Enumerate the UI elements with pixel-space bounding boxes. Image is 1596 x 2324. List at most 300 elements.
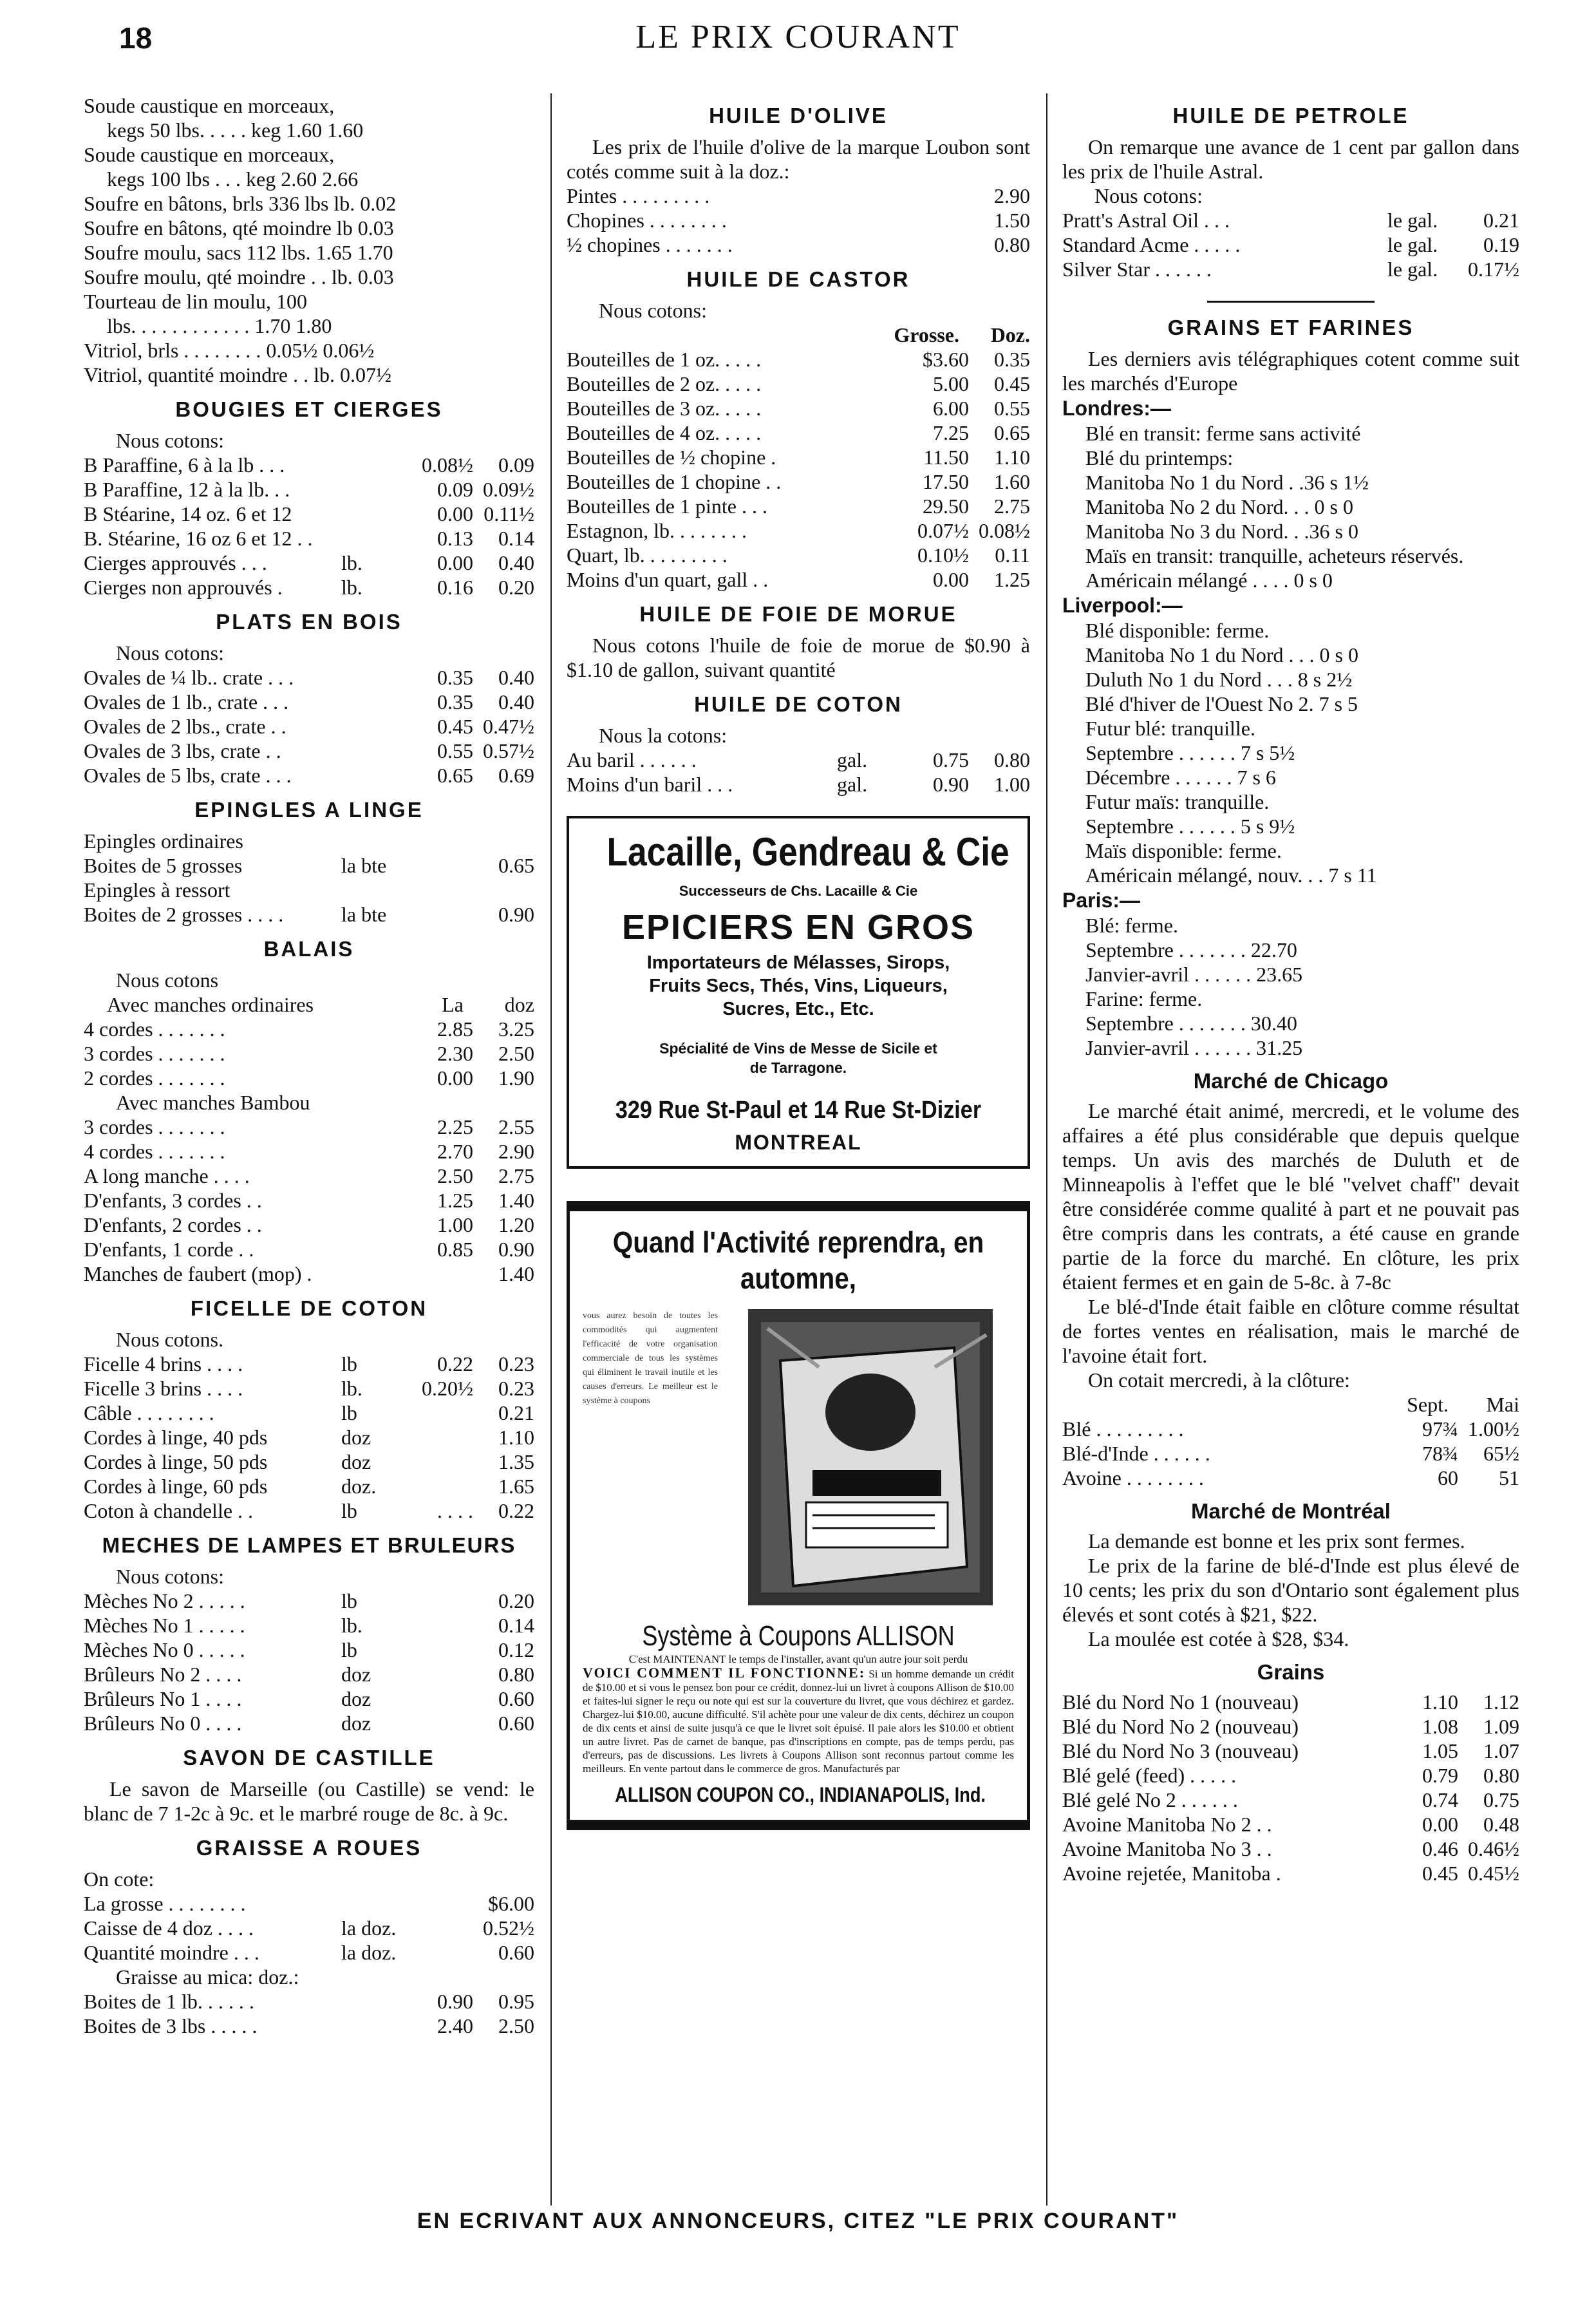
row-value-b: 2.90: [994, 184, 1030, 207]
quote-line: Américain mélangé . . . . 0 s 0: [1085, 569, 1333, 592]
company-title: EPICIERS EN GROS: [621, 908, 975, 947]
row-value-b: 0.22: [498, 1499, 534, 1522]
row-value-a: 1.00: [437, 1213, 473, 1236]
table-header: [1062, 1392, 1519, 1417]
row-label: Blé du Nord No 2 (nouveau): [1062, 1715, 1299, 1738]
table-row: [84, 1139, 534, 1164]
price-table: [1062, 1690, 1519, 1885]
row-label: Bouteilles de 4 oz. . . . .: [567, 421, 762, 444]
row-label: Cordes à linge, 60 pds: [84, 1475, 268, 1498]
row-value-b: 0.40: [498, 666, 534, 689]
price-line: Soufre en bâtons, brls 336 lbs lb. 0.02: [84, 192, 397, 215]
quote-line: Décembre . . . . . . 7 s 6: [1085, 766, 1276, 789]
row-value-a: 0.08½: [422, 453, 473, 477]
row-value-a: [412, 853, 473, 878]
ad-footer: ALLISON COUPON CO., INDIANAPOLIS, Ind.: [615, 1783, 986, 1806]
row-value-a: 0.85: [437, 1238, 473, 1261]
row-value-a: [412, 1891, 473, 1916]
row-label: Cordes à linge, 40 pds: [84, 1426, 268, 1449]
paragraph: Le prix de la farine de blé-d'Inde est plus élevé de 10 cents; les prix du son d'Ontario sont également plus élevés et sont cotés à $21, $22.: [1062, 1554, 1519, 1626]
row-value-a: 6.00: [933, 397, 969, 420]
section-heading: GRAINS ET FARINES: [1167, 316, 1414, 339]
quote-line: Farine: ferme.: [1085, 987, 1203, 1010]
row-value-a: . . . .: [437, 1499, 473, 1522]
table-row: [84, 665, 534, 690]
table-row: [84, 1498, 534, 1523]
row-value-b: 0.48: [1483, 1813, 1519, 1836]
row-value-a: 0.55: [437, 739, 473, 762]
row-value-a: 0.07½: [917, 519, 969, 542]
line-list: [1062, 421, 1519, 592]
row-value-a: 0.09: [437, 478, 473, 501]
row-label: Moins d'un quart, gall . .: [567, 568, 769, 591]
column-header: Sept.: [1407, 1393, 1449, 1416]
subheading: Avec manches ordinaires: [107, 993, 314, 1016]
table-row: [84, 1425, 534, 1450]
row-unit: [341, 714, 412, 739]
table-row: [84, 829, 534, 853]
row-label: Cierges non approuvés .: [84, 576, 283, 599]
price-table: [84, 1989, 534, 2038]
table-row: [84, 1261, 534, 1286]
company-name: Lacaille, Gendreau & Cie: [606, 830, 1009, 874]
table-row: [567, 347, 1030, 372]
row-value-b: 0.23: [498, 1377, 534, 1400]
price-table: [84, 1352, 534, 1523]
row-label: Bouteilles de 2 oz. . . . .: [567, 372, 762, 395]
row-value-a: [412, 1450, 473, 1474]
row-value-b: 0.69: [498, 764, 534, 787]
row-label: Avoine rejetée, Manitoba .: [1062, 1862, 1281, 1885]
price-table: [567, 184, 1030, 257]
quote-line: Manitoba No 1 du Nord . . . 0 s 0: [1085, 643, 1358, 666]
section-heading: BOUGIES ET CIERGES: [175, 397, 443, 421]
row-label: Bouteilles de 3 oz. . . . .: [567, 397, 762, 420]
row-unit: lb: [341, 1401, 357, 1424]
table-row: [84, 1474, 534, 1498]
row-label: Mèches No 2 . . . . .: [84, 1589, 245, 1612]
quote-line: Manitoba No 3 du Nord. . .36 s 0: [1085, 520, 1358, 543]
row-label: ½ chopines . . . . . . .: [567, 233, 733, 256]
row-value-a: 0.13: [437, 527, 473, 550]
row-value-b: 0.11½: [483, 502, 534, 525]
row-unit: [341, 829, 412, 853]
row-value-b: 0.65: [994, 421, 1030, 444]
table-row: [567, 469, 1030, 494]
row-value-a: 0.75: [933, 748, 969, 771]
row-unit: le gal.: [1387, 209, 1438, 232]
row-unit: le gal.: [1387, 233, 1438, 256]
table-row: [84, 551, 534, 575]
table-row: [84, 1213, 534, 1237]
row-value-b: 0.46½: [1468, 1837, 1519, 1860]
row-value-b: 0.11: [995, 543, 1030, 567]
table-row: [1062, 208, 1519, 232]
row-value-b: 1.40: [498, 1262, 534, 1285]
row-label: Standard Acme . . . . .: [1062, 233, 1241, 256]
row-unit: la doz.: [341, 1941, 397, 1964]
section-note: Nous cotons:: [599, 299, 707, 322]
row-label: Avoine Manitoba No 3 . .: [1062, 1837, 1272, 1860]
table-row: [1062, 1466, 1519, 1490]
quote-line: Futur maïs: tranquille.: [1085, 790, 1270, 813]
section-note: Nous cotons: [116, 968, 219, 992]
row-value-b: 0.52½: [483, 1916, 534, 1940]
quote-line: Futur blé: tranquille.: [1085, 717, 1255, 740]
price-table: [84, 1891, 534, 1965]
row-unit: lb: [341, 1589, 357, 1612]
row-value-b: 0.60: [498, 1941, 534, 1964]
quote-line: Maïs en transit: tranquille, acheteurs réservés.: [1085, 544, 1464, 567]
ad-voici: VOICI COMMENT IL FONCTIONNE:: [583, 1665, 866, 1681]
row-value-a: [412, 1916, 473, 1940]
price-table: [1062, 1417, 1519, 1490]
row-unit: doz: [341, 1687, 371, 1710]
quote-line: Maïs disponible: ferme.: [1085, 839, 1282, 862]
table-row: [84, 690, 534, 714]
row-value-b: 2.75: [498, 1164, 534, 1187]
row-value-b: 0.60: [498, 1687, 534, 1710]
row-value-b: 1.10: [498, 1426, 534, 1449]
table-row: [567, 567, 1030, 592]
ad-city: MONTREAL: [735, 1131, 862, 1154]
table-row: [84, 878, 534, 902]
row-value-b: 0.17½: [1468, 258, 1519, 281]
price-line: Vitriol, quantité moindre . . lb. 0.07½: [84, 363, 392, 386]
paragraph: La demande est bonne et les prix sont fermes.: [1088, 1529, 1465, 1553]
table-row: [567, 420, 1030, 445]
coupon-book-illustration: [727, 1309, 1014, 1609]
row-value-a: 0.35: [437, 666, 473, 689]
table-row: [1062, 1812, 1519, 1837]
table-row: [84, 1940, 534, 1965]
table-row: [84, 502, 534, 526]
table-row: [84, 1589, 534, 1613]
row-value-a: 97¾: [1422, 1417, 1458, 1441]
paragraph: Le savon de Marseille (ou Castille) se vend: le blanc de 7 1-2c à 9c. et le marbré rouge de 8c. à 9c.: [84, 1777, 534, 1825]
quote-line: Blé en transit: ferme sans activité: [1085, 422, 1361, 445]
row-value-b: 51: [1499, 1466, 1519, 1489]
row-value-b: 2.90: [498, 1140, 534, 1163]
row-value-b: 0.14: [498, 1614, 534, 1637]
row-value-a: [412, 829, 473, 853]
section-heading: HUILE DE CASTOR: [686, 267, 910, 291]
row-value-a: 0.46: [1422, 1837, 1458, 1860]
table-row: [84, 1450, 534, 1474]
row-value-a: 2.40: [437, 2014, 473, 2037]
ad-body: [583, 1309, 1014, 1609]
row-unit: [341, 1891, 412, 1916]
table-row: [84, 1066, 534, 1090]
row-value-b: 0.40: [498, 551, 534, 574]
paragraph: Nous cotons l'huile de foie de morue de $0.90 à $1.10 de gallon, suivant quantité: [567, 634, 1030, 681]
row-label: Câble . . . . . . . .: [84, 1401, 214, 1424]
table-row: [84, 1041, 534, 1066]
section-note: On cote:: [84, 1867, 155, 1891]
row-label: Bouteilles de 1 chopine . .: [567, 470, 782, 493]
table-row: [84, 1376, 534, 1401]
row-label: Pratt's Astral Oil . . .: [1062, 209, 1230, 232]
row-unit: la bte: [341, 903, 387, 926]
table-row: [567, 445, 1030, 469]
table-row: [567, 184, 1030, 208]
quote-line: Septembre . . . . . . 5 s 9½: [1085, 815, 1295, 838]
row-label: Ficelle 4 brins . . . .: [84, 1352, 243, 1375]
company-successors: Successeurs de Chs. Lacaille & Cie: [679, 883, 918, 899]
table-row: [1062, 1714, 1519, 1739]
quote-line: Manitoba No 1 du Nord . .36 s 1½: [1085, 471, 1369, 494]
price-line: kegs 100 lbs . . . keg 2.60 2.66: [107, 167, 359, 191]
quote-line: Américain mélangé, nouv. . . 7 s 11: [1085, 864, 1377, 887]
row-value-a: [412, 1686, 473, 1711]
column-header: Grosse.: [894, 323, 959, 346]
row-label: Bouteilles de 1 oz. . . . .: [567, 348, 762, 371]
table-row: [84, 1711, 534, 1735]
row-label: 3 cordes . . . . . . .: [84, 1115, 225, 1138]
row-label: Coton à chandelle . .: [84, 1499, 254, 1522]
row-value-a: 29.50: [923, 495, 969, 518]
page-title: LE PRIX COURANT: [635, 19, 961, 55]
row-value-a: 0.00: [437, 502, 473, 525]
row-label: Ovales de 5 lbs, crate . . .: [84, 764, 292, 787]
row-value-a: 78¾: [1422, 1442, 1458, 1465]
table-row: [84, 1401, 534, 1425]
row-label: 2 cordes . . . . . . .: [84, 1066, 225, 1090]
ad-caption: Système à Coupons ALLISON: [642, 1620, 955, 1652]
row-label: Caisse de 4 doz . . . .: [84, 1916, 254, 1940]
row-label: Ovales de 2 lbs., crate . .: [84, 715, 286, 738]
row-unit: [341, 477, 412, 502]
row-label: Cordes à linge, 50 pds: [84, 1450, 268, 1473]
section-note: Nous la cotons:: [599, 724, 728, 747]
row-unit: [341, 739, 412, 763]
row-value-b: 2.55: [498, 1115, 534, 1138]
row-value-a: 0.00: [933, 568, 969, 591]
row-unit: [341, 878, 412, 902]
row-value-a: 0.20½: [422, 1377, 473, 1400]
quote-line: Janvier-avril . . . . . . 23.65: [1085, 963, 1303, 986]
row-value-a: 0.79: [1422, 1764, 1458, 1787]
row-value-b: 0.57½: [483, 739, 534, 762]
row-value-b: 0.23: [498, 1352, 534, 1375]
row-value-b: 0.80: [1483, 1764, 1519, 1787]
row-unit: [341, 763, 412, 788]
ad-headline: Quand l'Activité reprendra, en automne,: [612, 1225, 984, 1295]
table-row: [84, 1891, 534, 1916]
row-value-a: 0.00: [437, 551, 473, 574]
quote-line: Septembre . . . . . . . 22.70: [1085, 938, 1297, 961]
table-row: [84, 1017, 534, 1041]
paragraph: Le marché était animé, mercredi, et le volume des affaires a été plus considérable que depuis quelque temps. Un avis des marchés de Duluth et de Minneapolis à l'effet que le blé "velvet chaff" devait être considérée comme qualité à part et ne pouvait pas être compris dans les contrats, a été cause en grande partie de la force du marché. En clôture, les prix étaient fermes et en gain de 5-8c. à 7-8c: [1062, 1099, 1519, 1294]
row-unit: lb.: [341, 1377, 362, 1400]
row-value-a: 0.90: [437, 1990, 473, 2013]
ad-specialty: [576, 1039, 1021, 1077]
row-value-b: [473, 878, 534, 902]
row-value-b: 65½: [1483, 1442, 1519, 1465]
row-label: Manches de faubert (mop) .: [84, 1262, 312, 1285]
price-line: Soufre moulu, qté moindre . . lb. 0.03: [84, 265, 394, 288]
row-value-b: 0.12: [498, 1638, 534, 1661]
section-heading: BALAIS: [263, 937, 355, 961]
price-line: Soude caustique en morceaux,: [84, 143, 335, 166]
row-value-b: $6.00: [488, 1892, 534, 1915]
row-value-b: 0.55: [994, 397, 1030, 420]
section-note: Graisse au mica: doz.:: [116, 1965, 299, 1989]
row-value-b: 1.35: [498, 1450, 534, 1473]
quote-line: Blé d'hiver de l'Ouest No 2. 7 s 5: [1085, 692, 1358, 715]
row-value-a: 0.16: [437, 576, 473, 599]
column-3: [1062, 93, 1519, 1885]
row-unit: lb.: [341, 1614, 362, 1637]
table-row: [567, 494, 1030, 518]
row-label: Bouteilles de ½ chopine .: [567, 446, 776, 469]
table-row: [84, 453, 534, 477]
page-footer: EN ECRIVANT AUX ANNONCEURS, CITEZ "LE PRIX COURANT": [417, 2209, 1179, 2233]
row-value-a: 2.50: [437, 1164, 473, 1187]
table-row: [84, 1188, 534, 1213]
price-table: [84, 829, 534, 927]
table-row: [84, 1613, 534, 1638]
row-value-b: 0.90: [498, 903, 534, 926]
table-row: [84, 714, 534, 739]
row-unit: gal.: [837, 748, 868, 771]
column-header: Mai: [1486, 1393, 1519, 1416]
paragraph: Les prix de l'huile d'olive de la marque Loubon sont cotés comme suit à la doz.:: [567, 135, 1030, 183]
row-unit: doz: [341, 1712, 371, 1735]
section-note: Nous cotons.: [116, 1328, 224, 1351]
section-note: Nous cotons:: [116, 1565, 224, 1588]
row-value-a: 0.00: [1422, 1813, 1458, 1836]
row-unit: la doz.: [341, 1916, 397, 1940]
row-label: Boites de 3 lbs . . . . .: [84, 2014, 258, 2037]
row-value-b: 3.25: [498, 1017, 534, 1041]
table-row: [567, 208, 1030, 232]
column-divider: [550, 93, 552, 2206]
section-heading: FICELLE DE COTON: [190, 1296, 428, 1320]
row-value-b: 0.45½: [1468, 1862, 1519, 1885]
price-line: lbs. . . . . . . . . . . . 1.70 1.80: [107, 314, 332, 337]
row-unit: doz.: [341, 1475, 377, 1498]
table-row: [1062, 1788, 1519, 1812]
column-header: Doz.: [990, 323, 1030, 346]
row-value-b: 0.08½: [979, 519, 1030, 542]
row-unit: doz: [341, 1663, 371, 1686]
row-label: B Stéarine, 14 oz. 6 et 12: [84, 502, 292, 525]
row-value-b: 0.75: [1483, 1788, 1519, 1811]
row-label: Ovales de 3 lbs, crate . .: [84, 739, 281, 762]
row-label: Silver Star . . . . . .: [1062, 258, 1212, 281]
table-row: [567, 232, 1030, 257]
row-unit: [341, 665, 412, 690]
row-label: Ovales de 1 lb., crate . . .: [84, 690, 289, 713]
row-value-a: [412, 1261, 473, 1286]
row-label: Blé . . . . . . . . .: [1062, 1417, 1184, 1441]
subheading: Avec manches Bambou: [116, 1091, 310, 1114]
row-value-a: 0.74: [1422, 1788, 1458, 1811]
row-label: 3 cordes . . . . . . .: [84, 1042, 225, 1065]
row-value-a: 7.25: [933, 421, 969, 444]
page-number: 18: [119, 21, 153, 55]
row-label: Bouteilles de 1 pinte . . .: [567, 495, 767, 518]
row-unit: [341, 526, 412, 551]
section-note: Nous cotons:: [116, 429, 224, 452]
row-unit: doz: [341, 1450, 371, 1473]
price-table: [84, 453, 534, 600]
row-value-b: 0.09: [498, 453, 534, 477]
price-table: [567, 748, 1030, 797]
row-label: 4 cordes . . . . . . .: [84, 1017, 225, 1041]
section-heading: SAVON DE CASTILLE: [183, 1746, 435, 1770]
table-row: [1062, 1690, 1519, 1714]
row-unit: [341, 1989, 412, 2014]
quote-line: Septembre . . . . . . . 30.40: [1085, 1012, 1297, 1035]
ad-specialty-line: de Tarragone.: [749, 1059, 847, 1076]
row-label: Epingles ordinaires: [84, 829, 243, 853]
table-row: [84, 1115, 534, 1139]
table-row: [84, 763, 534, 788]
row-value-b: 0.20: [498, 1589, 534, 1612]
row-value-a: [412, 902, 473, 927]
table-row: [1062, 1763, 1519, 1788]
row-value-b: 0.90: [498, 1238, 534, 1261]
row-value-a: 0.22: [437, 1352, 473, 1375]
row-label: Ovales de ¼ lb.. crate . . .: [84, 666, 294, 689]
row-value-b: 1.00½: [1468, 1417, 1519, 1441]
row-unit: lb: [341, 1352, 357, 1375]
row-value-a: 2.70: [437, 1140, 473, 1163]
row-label: Au baril . . . . . .: [567, 748, 697, 771]
table-row: [84, 902, 534, 927]
quote-line: Blé disponible: ferme.: [1085, 619, 1270, 642]
row-unit: le gal.: [1387, 258, 1438, 281]
row-label: Estagnon, lb. . . . . . . .: [567, 519, 747, 542]
row-label: Pintes . . . . . . . . .: [567, 184, 710, 207]
ad-specialty-line: Spécialité de Vins de Messe de Sicile et: [659, 1040, 937, 1057]
row-value-b: 0.21: [498, 1401, 534, 1424]
column-header: La: [442, 993, 464, 1016]
row-unit: la bte: [341, 854, 387, 877]
table-row: [84, 526, 534, 551]
price-table: [1062, 208, 1519, 281]
section-note: Nous cotons:: [116, 641, 224, 665]
market-heading: Londres:—: [1062, 397, 1171, 420]
row-unit: [341, 502, 412, 526]
table-row: [84, 1237, 534, 1261]
section-heading: GRAISSE A ROUES: [196, 1836, 422, 1860]
table-row: [567, 772, 1030, 797]
paragraph: Le blé-d'Inde était faible en clôture comme résultat de fortes ventes en réalisation, mais le marché de l'avoine était fort.: [1062, 1295, 1519, 1367]
advertisement-allison: [567, 1201, 1030, 1830]
table-row: [84, 477, 534, 502]
row-value-a: $3.60: [923, 348, 969, 371]
table-row: [1062, 1739, 1519, 1763]
row-value-b: 1.07: [1483, 1739, 1519, 1762]
table-row: [567, 748, 1030, 772]
market-heading: Paris:—: [1062, 889, 1140, 912]
table-row: [84, 2014, 534, 2038]
row-value-b: 0.40: [498, 690, 534, 713]
row-label: Blé du Nord No 1 (nouveau): [1062, 1690, 1299, 1714]
table-row: [1062, 257, 1519, 281]
row-value-b: 2.75: [994, 495, 1030, 518]
table-row: [84, 1686, 534, 1711]
row-value-a: 0.45: [1422, 1862, 1458, 1885]
row-value-b: 0.21: [1483, 209, 1519, 232]
row-value-b: 2.50: [498, 2014, 534, 2037]
row-value-b: 0.80: [994, 233, 1030, 256]
quote-line: Janvier-avril . . . . . . 31.25: [1085, 1036, 1303, 1059]
row-value-b: 0.47½: [483, 715, 534, 738]
